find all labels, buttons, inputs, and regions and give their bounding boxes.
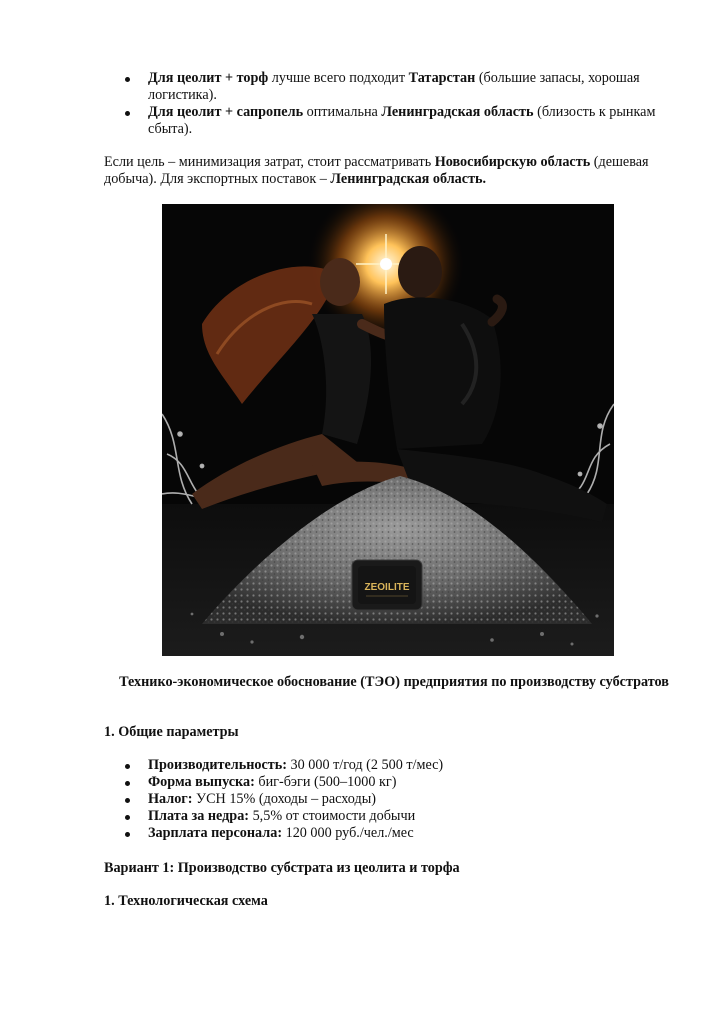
bullet-dot-icon bbox=[125, 832, 130, 837]
bullet-bold-region: Татарстан bbox=[408, 70, 476, 86]
document-title: Технико-экономическое обоснование (ТЭО) предприятия по производству субстратов bbox=[119, 674, 669, 690]
param-value: биг-бэги (500–1000 кг) bbox=[254, 774, 397, 790]
param-label: Зарплата персонала: bbox=[148, 825, 283, 841]
bullet-text: (большие запасы, хорошая логистика). bbox=[148, 70, 640, 103]
param-value: 120 000 руб./чел./мес bbox=[282, 825, 414, 841]
paragraph-bold: Ленинградская область. bbox=[330, 171, 487, 187]
zeolite-bag bbox=[352, 560, 422, 610]
bullet-dot-icon bbox=[125, 111, 130, 116]
bullet-dot-icon bbox=[125, 764, 130, 769]
general-parameters-list bbox=[104, 757, 684, 842]
param-label: Плата за недра: bbox=[148, 808, 250, 824]
bullet-bold-region: Ленинградская область bbox=[381, 104, 534, 120]
bullet-dot-icon bbox=[125, 77, 130, 82]
param-value: 30 000 т/год (2 500 т/мес) bbox=[287, 757, 444, 773]
param-label: Налог: bbox=[148, 791, 193, 807]
param-label: Производительность: bbox=[148, 757, 287, 773]
bullet-dot-icon bbox=[125, 798, 130, 803]
hero-illustration bbox=[162, 204, 614, 656]
paragraph-text: Если цель – минимизация затрат, стоит рассматривать bbox=[104, 154, 435, 170]
region-bullets bbox=[104, 70, 684, 138]
bullet-bold-lead: Для цеолит + торф bbox=[148, 70, 269, 86]
section-heading-general: 1. Общие параметры bbox=[104, 724, 239, 740]
param-label: Форма выпуска: bbox=[148, 774, 255, 790]
bullet-bold-lead: Для цеолит + сапропель bbox=[148, 104, 304, 120]
list-item bbox=[104, 808, 684, 825]
summary-paragraph bbox=[104, 154, 684, 188]
paragraph-text: (дешевая добыча). Для экспортных поставок – bbox=[104, 154, 649, 187]
list-item bbox=[104, 774, 684, 791]
bullet-dot-icon bbox=[125, 781, 130, 786]
list-item bbox=[104, 757, 684, 774]
list-item bbox=[104, 104, 684, 138]
list-item bbox=[104, 791, 684, 808]
list-item bbox=[104, 70, 684, 104]
bullet-dot-icon bbox=[125, 815, 130, 820]
paragraph-bold: Новосибирскую область bbox=[434, 154, 591, 170]
bullet-text: оптимальна bbox=[303, 104, 382, 120]
variant-heading: Вариант 1: Производство субстрата из цеолита и торфа bbox=[104, 860, 460, 876]
bag-label: ZEOILITE bbox=[364, 582, 410, 593]
param-value: УСН 15% (доходы – расходы) bbox=[192, 791, 376, 807]
bullet-text: (близость к рынкам сбыта). bbox=[148, 104, 656, 137]
hero-illustration-svg bbox=[162, 204, 614, 656]
param-value: 5,5% от стоимости добычи bbox=[249, 808, 416, 824]
list-item bbox=[104, 825, 684, 842]
bullet-text: лучше всего подходит bbox=[268, 70, 409, 86]
scheme-heading: 1. Технологическая схема bbox=[104, 893, 268, 909]
